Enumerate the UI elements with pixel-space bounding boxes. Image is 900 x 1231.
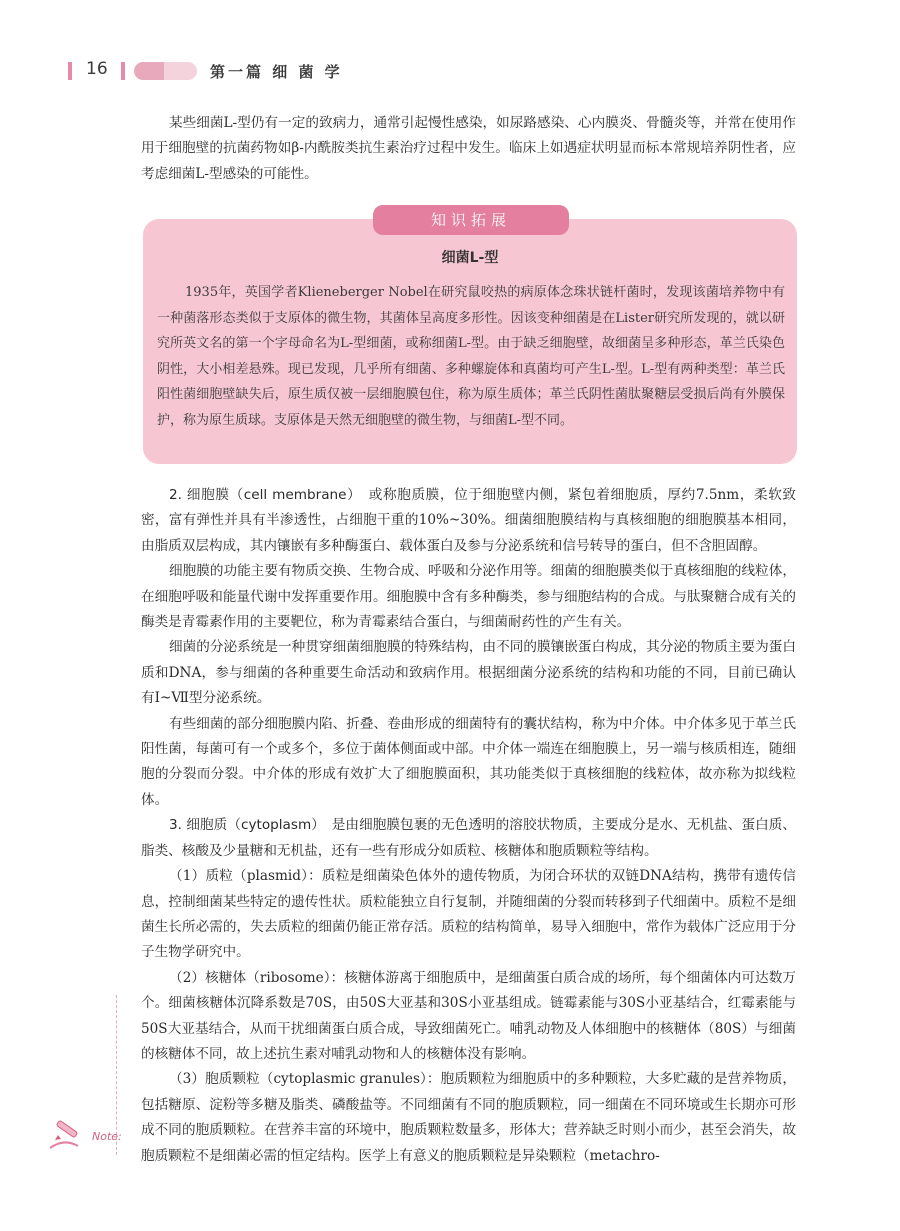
knowledge-box-body <box>157 280 785 433</box>
section2-p1-text: 或称胞质膜，位于细胞壁内侧，紧包着细胞质，厚约7.5nm，柔软致密，富有弹性并具有半渗透性，占细胞干重的10%~30%。细菌细胞膜结构与真核细胞的细胞膜基本相同，由脂质双层构成，其内镶嵌有多种酶蛋白、载体蛋白及参与分泌系统和信号转导的蛋白，但不含胆固醇。 <box>141 487 797 554</box>
part-title: 第一篇 细 菌 学 <box>210 63 343 81</box>
page-number: 16 <box>86 59 108 79</box>
intro-section <box>141 111 796 187</box>
section2-paragraph-3: 细菌的分泌系统是一种贯穿细菌细胞膜的特殊结构，由不同的膜镶嵌蛋白构成，其分泌的物质主要为蛋白质和DNA，参与细菌的各种重要生命活动和致病作用。根据细菌分泌系统的结构和功能的不同，目前已确认有Ⅰ~Ⅶ型分泌系统。 <box>141 639 796 707</box>
section2-paragraph-1 <box>141 483 796 559</box>
knowledge-box-tab: 知识拓展 <box>373 205 569 235</box>
header-decoration <box>134 62 164 80</box>
page-header <box>0 56 900 88</box>
plasmid-paragraph: （1）质粒（plasmid）：质粒是细菌染色体外的遗传物质，为闭合环状的双链DNA结构，携带有遗传信息，控制细菌某些特定的遗传性状。质粒能独立自行复制，并随细菌的分裂而转移到子代细菌中。质粒不是细菌生长所必需的，失去质粒的细菌仍能正常存活。质粒的结构简单，易导入细胞中，常作为载体广泛应用于分子生物学研究中。 <box>141 868 796 961</box>
pencil-icon <box>46 1118 90 1154</box>
knowledge-box-paragraph: 1935年，英国学者Klieneberger Nobel在研究鼠咬热的病原体念珠状链杆菌时，发现该菌培养物中有一种菌落形态类似于支原体的微生物，其菌体呈高度多形性。因该变种细菌是在Lister研究所发现的，就以研究所英文名的第一个字母命名为L-型细菌，或称细菌L-型。由于缺乏细胞壁，故细菌呈多种形态，革兰氏染色阴性，大小相差悬殊。现已发现，几乎所有细菌、多种螺旋体和真菌均可产生L-型。L-型有两种类型：革兰氏阳性菌细胞壁缺失后，原生质仅被一层细胞膜包住，称为原生质体；革兰氏阴性菌肽聚糖层受损后尚有外膜保护，称为原生质球。支原体是天然无细胞壁的微生物，与细菌L-型不同。 <box>157 285 785 428</box>
header-decoration <box>164 62 197 80</box>
header-accent-bar <box>121 62 125 80</box>
section2-paragraph-2: 细胞膜的功能主要有物质交换、生物合成、呼吸和分泌作用等。细菌的细胞膜类似于真核细胞的线粒体，在细胞呼吸和能量代谢中发挥重要作用。细胞膜中含有多种酶类，参与细胞结构的合成。与肽聚糖合成有关的酶类是青霉素作用的主要靶位，称为青霉素结合蛋白，与细菌耐药性的产生有关。 <box>141 563 796 631</box>
ribosome-paragraph: （2）核糖体（ribosome）：核糖体游离于细胞质中，是细菌蛋白质合成的场所，每个细菌体内可达数万个。细菌核糖体沉降系数是70S，由50S大亚基和30S小亚基组成。链霉素能与30S小亚基结合，红霉素能与50S大亚基结合，从而干扰细菌蛋白质合成，导致细菌死亡。哺乳动物及人体细胞中的核糖体（80S）与细菌的核糖体不同，故上述抗生素对哺乳动物和人的核糖体没有影响。 <box>141 969 796 1062</box>
section2-heading: 2. 细胞膜（cell membrane） <box>169 487 355 503</box>
section2-paragraph-4: 有些细菌的部分细胞膜内陷、折叠、卷曲形成的细菌特有的囊状结构，称为中介体。中介体多见于革兰氏阳性菌，每菌可有一个或多个，多位于菌体侧面或中部。中介体一端连在细胞膜上，另一端与核质相连，随细胞的分裂而分裂。中介体的形成有效扩大了细胞膜面积，其功能类似于真核细胞的线粒体，故亦称为拟线粒体。 <box>141 715 796 808</box>
section3-heading: 3. 细胞质（cytoplasm） <box>169 817 319 834</box>
section3-p1-text: 是由细胞膜包裹的无色透明的溶胶状物质，主要成分是水、无机盐、蛋白质、脂类、核酸及少量糖和无机盐，还有一些有形成分如质粒、核糖体和胞质颗粒等结构。 <box>141 817 797 859</box>
margin-note <box>46 1118 126 1158</box>
main-text <box>141 483 796 1169</box>
granules-paragraph: （3）胞质颗粒（cytoplasmic granules）：胞质颗粒为细胞质中的多种颗粒，大多贮藏的是营养物质，包括糖原、淀粉等多糖及脂类、磷酸盐等。不同细菌有不同的胞质颗粒，同一细菌在不同环境或生长期亦可形成不同的胞质颗粒。在营养丰富的环境中，胞质颗粒数量多，形体大；营养缺乏时则小而少，甚至会消失，故胞质颗粒不是细菌必需的恒定结构。医学上有意义的胞质颗粒是异染颗粒（metachro- <box>141 1071 796 1164</box>
knowledge-box-title: 细菌L-型 <box>441 250 499 266</box>
intro-paragraph: 某些细菌L-型仍有一定的致病力，通常引起慢性感染，如尿路感染、心内膜炎、骨髓炎等，并常在使用作用于细胞壁的抗菌药物如β-内酰胺类抗生素治疗过程中发生。临床上如遇症状明显而标本常规培养阴性者，应考虑细菌L-型感染的可能性。 <box>141 115 796 182</box>
note-label: Note: <box>92 1130 122 1143</box>
section3-paragraph-1 <box>141 813 796 864</box>
header-accent-bar <box>68 62 72 80</box>
